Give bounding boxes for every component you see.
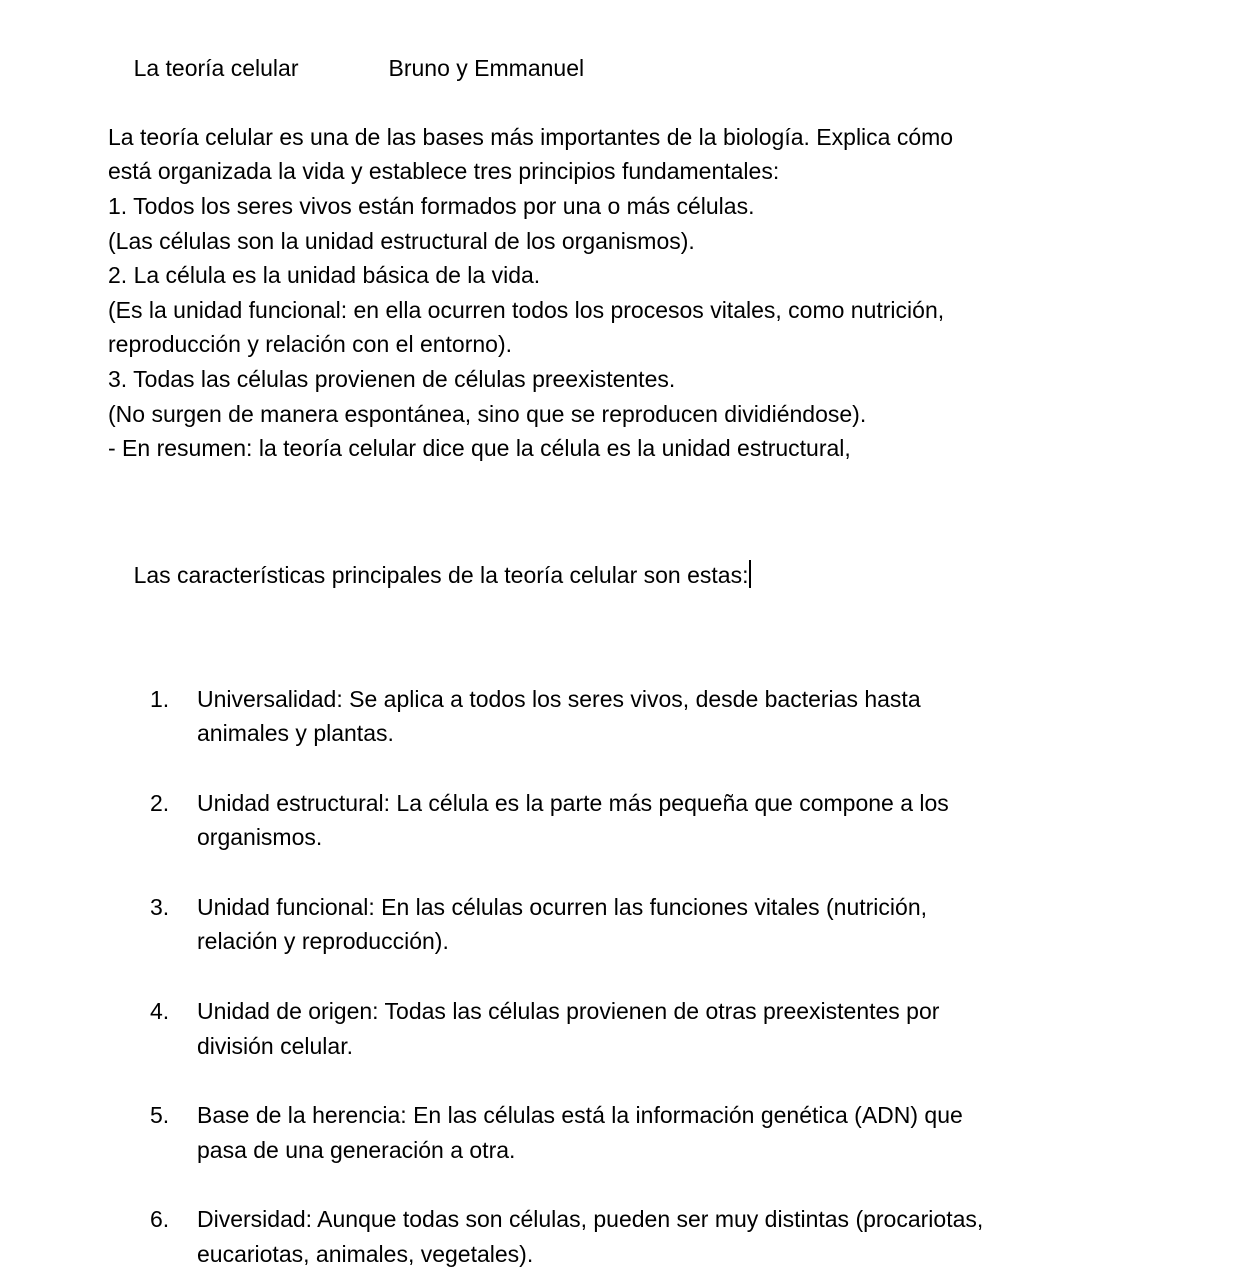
intro-line[interactable]: La teoría celular es una de las bases más importantes de la biología. Explica cómo: [108, 123, 954, 150]
list-item[interactable]: [150, 682, 1181, 751]
list-item-line[interactable]: animales y plantas.: [197, 720, 394, 747]
list-number: 5.: [150, 1102, 170, 1129]
list-item-text: [197, 682, 1181, 751]
document-title: La teoría celular: [133, 54, 299, 81]
intro-line[interactable]: reproducción y relación con el entorno).: [108, 331, 513, 358]
subtitle-text: Las características principales de la teoría celular son estas:: [133, 562, 749, 589]
list-item-line[interactable]: Unidad estructural: La célula es la parte más pequeña que compone a los: [197, 789, 949, 816]
list-item-line[interactable]: relación y reproducción).: [197, 928, 449, 955]
list-item-line[interactable]: pasa de una generación a otra.: [197, 1136, 516, 1163]
text-caret: [749, 560, 751, 588]
list-item-line[interactable]: Unidad funcional: En las células ocurren las funciones vitales (nutrición,: [197, 893, 928, 920]
intro-line[interactable]: - En resumen: la teoría celular dice que la célula es la unidad estructural,: [108, 435, 851, 462]
list-item[interactable]: [150, 1202, 1181, 1271]
intro-line[interactable]: 1. Todos los seres vivos están formados por una o más células.: [108, 192, 755, 219]
list-number: 3.: [150, 893, 170, 920]
intro-line[interactable]: (No surgen de manera espontánea, sino que se reproducen dividiéndose).: [108, 400, 867, 427]
list-number: 1.: [150, 685, 170, 712]
document-authors: Bruno y Emmanuel: [388, 54, 585, 81]
list-number: 2.: [150, 789, 170, 816]
list-item-text: [197, 1202, 1181, 1271]
list-item-text: [197, 994, 1181, 1063]
intro-line[interactable]: (Es la unidad funcional: en ella ocurren todos los procesos vitales, como nutrición,: [108, 296, 945, 323]
list-item-line[interactable]: eucariotas, animales, vegetales).: [197, 1241, 534, 1268]
list-item[interactable]: [150, 994, 1181, 1063]
subtitle-line[interactable]: [108, 524, 1181, 628]
intro-line[interactable]: está organizada la vida y establece tres principios fundamentales:: [108, 158, 780, 185]
list-item-text: [197, 1098, 1181, 1167]
numbered-list: [150, 682, 1181, 1272]
list-item-line[interactable]: Diversidad: Aunque todas son células, pueden ser muy distintas (procariotas,: [197, 1206, 984, 1233]
list-item-line[interactable]: organismos.: [197, 824, 323, 851]
intro-line[interactable]: 2. La célula es la unidad básica de la vida.: [108, 262, 541, 289]
list-item-line[interactable]: Universalidad: Se aplica a todos los seres vivos, desde bacterias hasta: [197, 685, 921, 712]
list-item[interactable]: [150, 890, 1181, 959]
list-number: 4.: [150, 998, 170, 1025]
list-item-line[interactable]: Unidad de origen: Todas las células provienen de otras preexistentes por: [197, 998, 940, 1025]
document-header-line[interactable]: [108, 16, 1181, 120]
list-item-line[interactable]: división celular.: [197, 1032, 353, 1059]
intro-line[interactable]: 3. Todas las células provienen de células preexistentes.: [108, 365, 676, 392]
list-item-text: [197, 786, 1181, 855]
list-item[interactable]: [150, 786, 1181, 855]
list-number: 6.: [150, 1206, 170, 1233]
list-item[interactable]: [150, 1098, 1181, 1167]
intro-line[interactable]: (Las células son la unidad estructural de los organismos).: [108, 227, 695, 254]
list-item-line[interactable]: Base de la herencia: En las células está la información genética (ADN) que: [197, 1102, 963, 1129]
list-item-text: [197, 890, 1181, 959]
